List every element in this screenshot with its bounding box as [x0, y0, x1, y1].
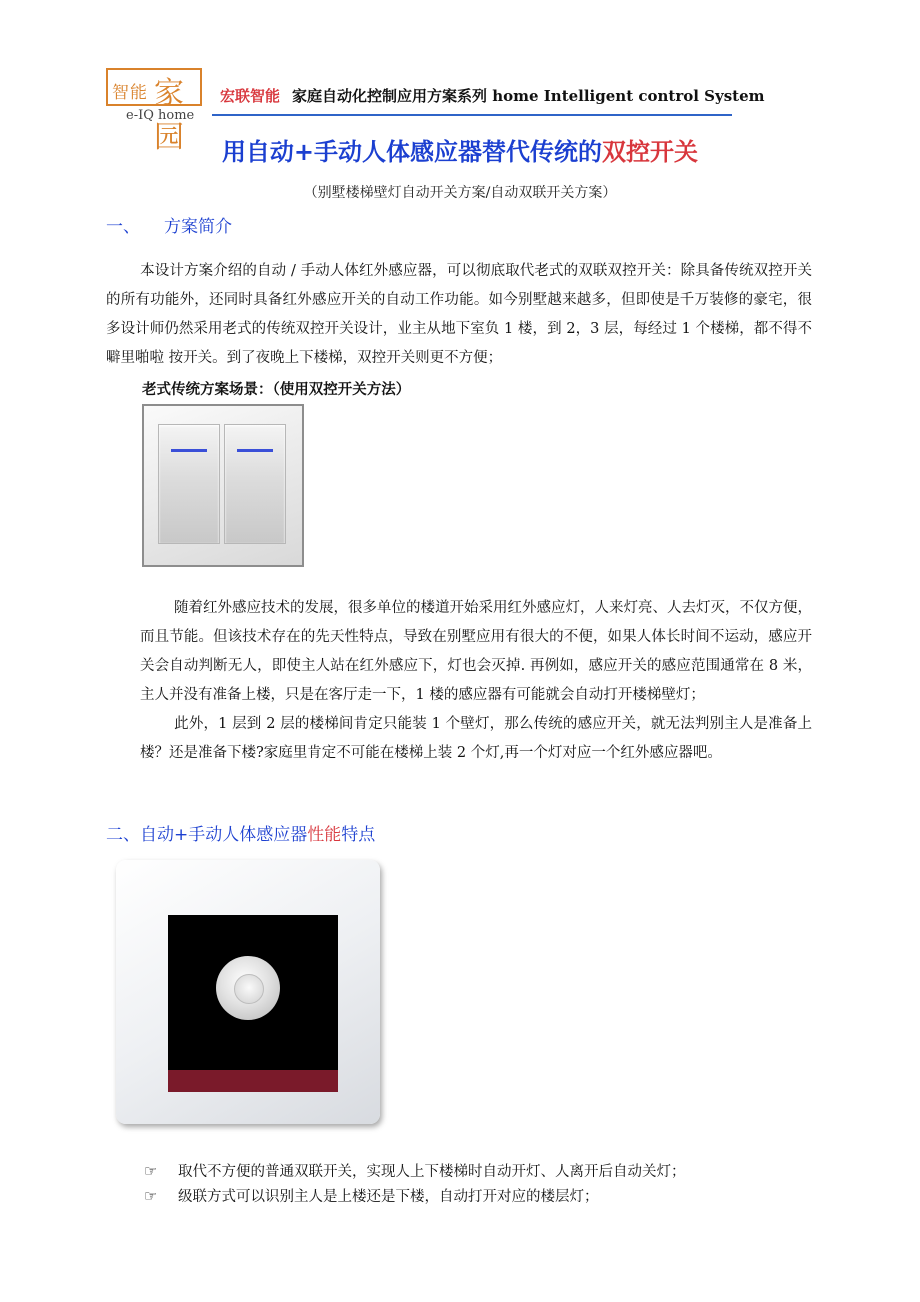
section2-heading-part2: 性能 — [307, 825, 342, 845]
title-part2: 双控开关 — [602, 138, 699, 166]
paragraph-2b-text: 此外，1 层到 2 层的楼梯间肯定只能装 1 个壁灯，那么传统的感应开关，就无法判别主人是准备上楼？还是准备下楼?家庭里肯定不可能在楼梯上装 2 个灯,再一个灯对应一个红外感应器吧。 — [140, 716, 812, 761]
switch-indicator-right — [237, 449, 273, 452]
section2-heading — [106, 820, 375, 845]
switch-key-right — [224, 424, 286, 544]
company-logo — [106, 68, 206, 155]
sensor-lens-core — [234, 974, 264, 1004]
infrared-sensor-image — [112, 856, 384, 1128]
double-switch-image — [142, 404, 304, 567]
section1-paragraph-2 — [140, 594, 812, 768]
sensor-frame — [116, 860, 380, 1124]
section1-number: 一、 — [106, 217, 140, 237]
logo-big-text: 家园 — [154, 76, 184, 155]
old-scene-label: 老式传统方案场景：（使用双控开关方法） — [142, 382, 411, 398]
title-part1: 用自动+手动人体感应器替代传统的 — [221, 138, 603, 166]
header-divider — [212, 114, 732, 116]
sensor-strip — [168, 1070, 338, 1092]
series-title: 家庭自动化控制应用方案系列 home Intelligent control System — [292, 87, 765, 105]
paragraph-2a-text: 随着红外感应技术的发展，很多单位的楼道开始采用红外感应灯，人来灯亮、人去灯灭，不仅方便，而且节能。但该技术存在的先天性特点，导致在别墅应用有很大的不便，如果人体长时间不运动，感应开关会自动判断无人，即使主人站在红外感应下，灯也会灭掉. 再例如，感应开关的感应范围通常在 8 米，主人并没有准备上楼，只是在客厅走一下，1 楼的感应器有可能就会自动打开楼梯壁灯； — [140, 600, 812, 703]
bullet-text: 级联方式可以识别主人是上楼还是下楼，自动打开对应的楼层灯； — [178, 1189, 599, 1205]
list-item — [144, 1185, 599, 1206]
brand-name: 宏联智能 — [220, 87, 281, 105]
logo-tagline: e-IQ home — [126, 108, 195, 123]
bullet-text: 取代不方便的普通双联开关，实现人上下楼梯时自动开灯、人离开后自动关灯； — [178, 1164, 686, 1180]
list-item — [144, 1160, 686, 1181]
logo-small-text: 智能 — [112, 83, 148, 103]
switch-plate — [144, 406, 302, 565]
pointing-hand-icon: ☞ — [144, 1187, 158, 1205]
section1-paragraph — [106, 257, 812, 373]
document-title — [0, 132, 920, 167]
document-subtitle: （别墅楼梯壁灯自动开关方案/自动双联开关方案） — [303, 185, 617, 201]
section1-heading: 方案简介 — [164, 217, 232, 237]
paragraph-2b — [140, 710, 812, 768]
section2-heading-part1: 二、自动+手动人体感应器 — [106, 825, 308, 845]
switch-key-left — [158, 424, 220, 544]
section1-paragraph-text: 本设计方案介绍的自动 / 手动人体红外感应器，可以彻底取代老式的双联双控开关：除具备传统双控开关的所有功能外，还同时具备红外感应开关的自动工作功能。如今别墅越来越多，但即使是千万装修的豪宅，很多设计师仍然采用老式的传统双控开关设计，业主从地下室负 1 楼，到 2，3 层，每经过 1 个楼梯，都不得不噼里啪啦 按开关。到了夜晚上下楼梯，双控开关则更不方便； — [106, 263, 812, 366]
switch-indicator-left — [171, 449, 207, 452]
pointing-hand-icon: ☞ — [144, 1162, 158, 1180]
section2-heading-part3: 特点 — [341, 825, 376, 845]
paragraph-2a — [140, 594, 812, 710]
